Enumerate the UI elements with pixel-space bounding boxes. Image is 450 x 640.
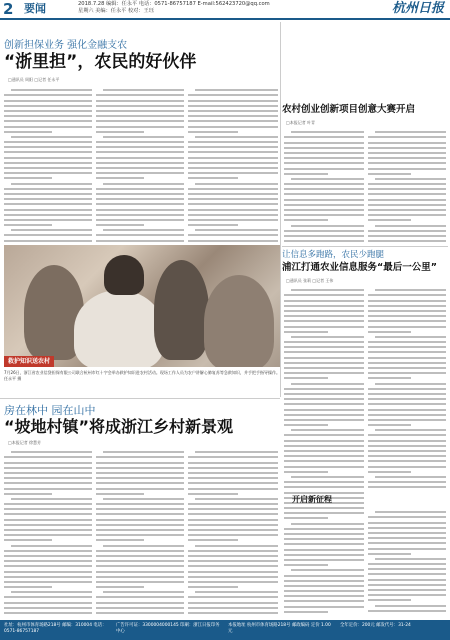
article4-body-col3 [188,448,278,616]
footer-col1: 社址：杭州市体育场路218号 邮编：310004 电话：0571-86757187 [4,623,107,634]
article-divider [282,246,448,247]
article4-title: “坡地村镇”将成浙江乡村新景观 [4,417,234,436]
newspaper-name: 杭州日报 [391,1,444,16]
photo-caption: 7月26日，浙江省农业信贷担保有限公司联合杭州市红十字会举办救护知识进农村活动。现场工作人员为农户讲解心肺复苏等急救知识，并手把手指导操作。 任永平 摄 [4,370,280,381]
article4-body-col1 [4,448,92,616]
article3-byline: □通讯员 张莉 □记者 王伟 [286,278,334,283]
section-name: 要闻 [24,2,46,15]
article3-section-heading: 开启新征程 [292,495,332,504]
article1-body-col3 [188,86,278,243]
header-meta [78,1,270,15]
article3-title: 浦江打通农业信息服务“最后一公里” [282,262,437,273]
header-meta-line2: 星期六 美编：任永平 校对：王珏 [78,8,154,14]
article3-body-col1 [284,286,364,616]
article-divider [0,398,280,399]
column-divider [280,22,281,397]
article1-body-col1 [4,86,92,243]
page-number: 2 [3,0,14,18]
article4-byline: □本报记者 徐慧芳 [8,440,42,445]
footer-bar [0,620,450,640]
article3-body-col3 [368,508,446,616]
article1-subtitle: 创新担保业务 强化金融支农 [4,40,128,51]
article1-byline: □通讯员 周阳 □记者 任永平 [8,77,60,82]
footer-col2: 广告许可证：3300004000145 印刷：浙江日报印务中心 [116,623,220,634]
article1-title: “浙里担”，农民的好伙伴 [4,52,197,72]
article2-byline: □本报记者 叶青 [286,120,316,125]
photo-label: 救护知识送农村 [4,356,54,367]
article1-body-col2 [96,86,184,243]
article3-subtitle: 让信息多跑路，农民少跑腿 [282,250,385,260]
article1-photo [4,245,280,367]
article3-body-col2 [368,286,446,491]
masthead-bar [0,0,450,20]
header-meta-line1: 2018.7.28 编辑：任永平 电话：0571-86757187 E-mail:562423720@qq.com [78,1,270,7]
article2-body-col1 [284,128,364,243]
footer-col3: 本报地址 杭州市体育场路218号 邮政编码 定价 1.00元 [228,623,331,634]
article2-title: 农村创业创新项目创意大赛开启 [282,104,416,115]
footer-col4: 全年定价：200元 邮发代号：31-24 [340,623,411,628]
article4-body-col2 [96,448,184,616]
article4-subtitle: 房在林中 园在山中 [4,404,96,417]
article2-body-col2 [368,128,446,243]
